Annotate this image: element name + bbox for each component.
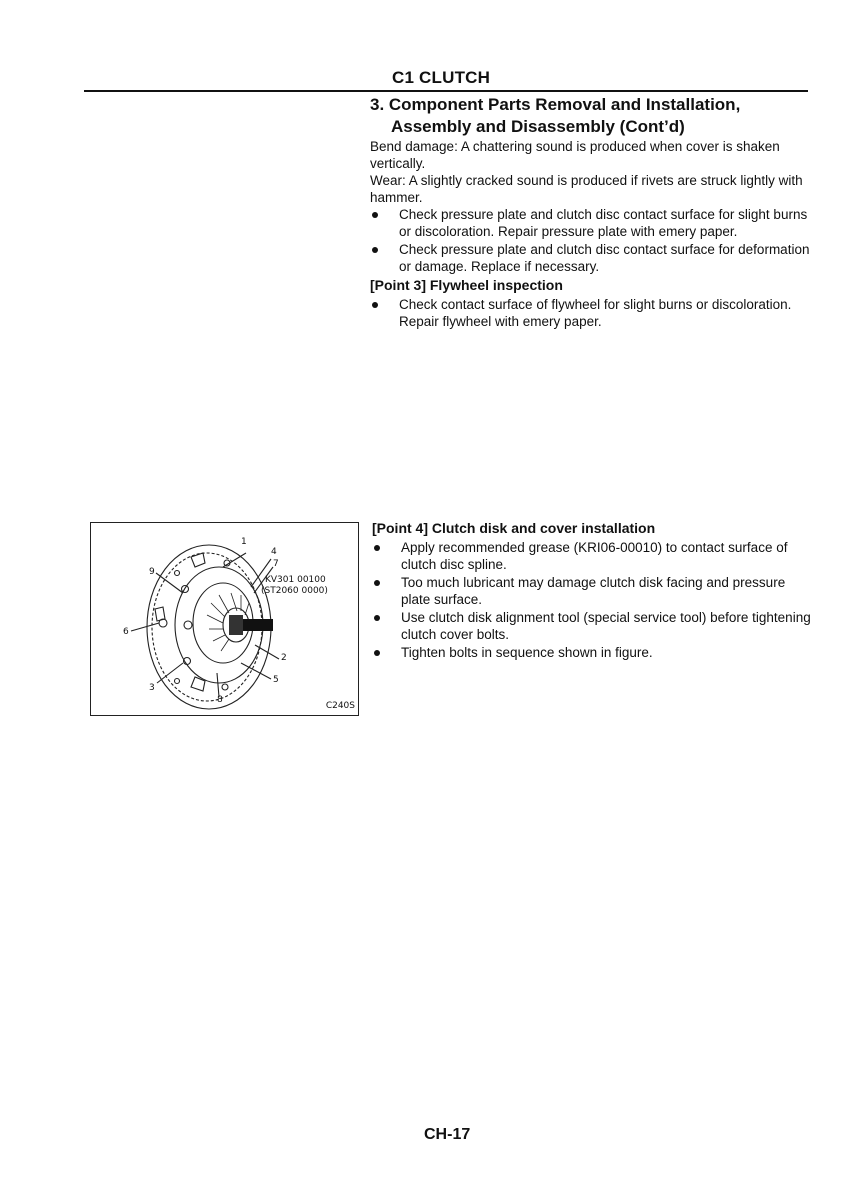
clutch-cover-figure — [90, 522, 359, 716]
callout-2: 2 — [281, 653, 287, 663]
page-number: CH-17 — [424, 1126, 471, 1143]
callout-6: 6 — [123, 627, 129, 637]
tool-label-st: (ST2060 0000) — [261, 586, 328, 596]
intro-paragraph-wear: Wear: A slightly cracked sound is produced if rivets are struck lightly with hammer. — [370, 173, 803, 205]
callout-3: 3 — [149, 683, 155, 693]
list-item: Check pressure plate and clutch disc contact surface for slight burns or discoloration. Repair pressure plate with emery paper. — [370, 206, 812, 240]
point4-heading: [Point 4] Clutch disk and cover installation — [372, 520, 656, 536]
figure-code: C240S — [325, 701, 355, 711]
chapter-title: C1 CLUTCH — [392, 68, 491, 87]
tool-label-kv: KV301 00100 — [265, 575, 326, 585]
list-item: Tighten bolts in sequence shown in figure. — [372, 644, 816, 661]
upper-text-block — [370, 138, 812, 331]
header-rule — [84, 90, 808, 92]
point4-bullet-list — [372, 539, 816, 661]
intro-paragraph-bend: Bend damage: A chattering sound is produced when cover is shaken vertically. — [370, 139, 780, 171]
callout-7: 7 — [273, 559, 279, 569]
callout-4: 4 — [271, 547, 277, 557]
inspection-bullet-list — [370, 206, 812, 275]
list-item: Use clutch disk alignment tool (special service tool) before tightening clutch cover bolts. — [372, 609, 816, 643]
callout-8: 8 — [217, 695, 223, 705]
clutch-cover-drawing — [91, 523, 358, 715]
section-heading-line2: Assembly and Disassembly (Cont’d) — [391, 117, 685, 136]
callout-5: 5 — [273, 675, 279, 685]
point3-heading: [Point 3] Flywheel inspection — [370, 277, 563, 293]
section-heading-line1: 3. Component Parts Removal and Installation, — [370, 95, 741, 114]
callout-9: 9 — [149, 567, 155, 577]
point4-block — [372, 518, 816, 662]
point3-bullet-list — [370, 296, 812, 330]
section-heading — [370, 94, 810, 138]
list-item: Apply recommended grease (KRI06-00010) to contact surface of clutch disc spline. — [372, 539, 816, 573]
list-item: Too much lubricant may damage clutch disk facing and pressure plate surface. — [372, 574, 816, 608]
list-item: Check contact surface of flywheel for slight burns or discoloration. Repair flywheel with emery paper. — [370, 296, 812, 330]
list-item: Check pressure plate and clutch disc contact surface for deformation or damage. Replace if necessary. — [370, 241, 812, 275]
callout-1: 1 — [241, 537, 247, 547]
